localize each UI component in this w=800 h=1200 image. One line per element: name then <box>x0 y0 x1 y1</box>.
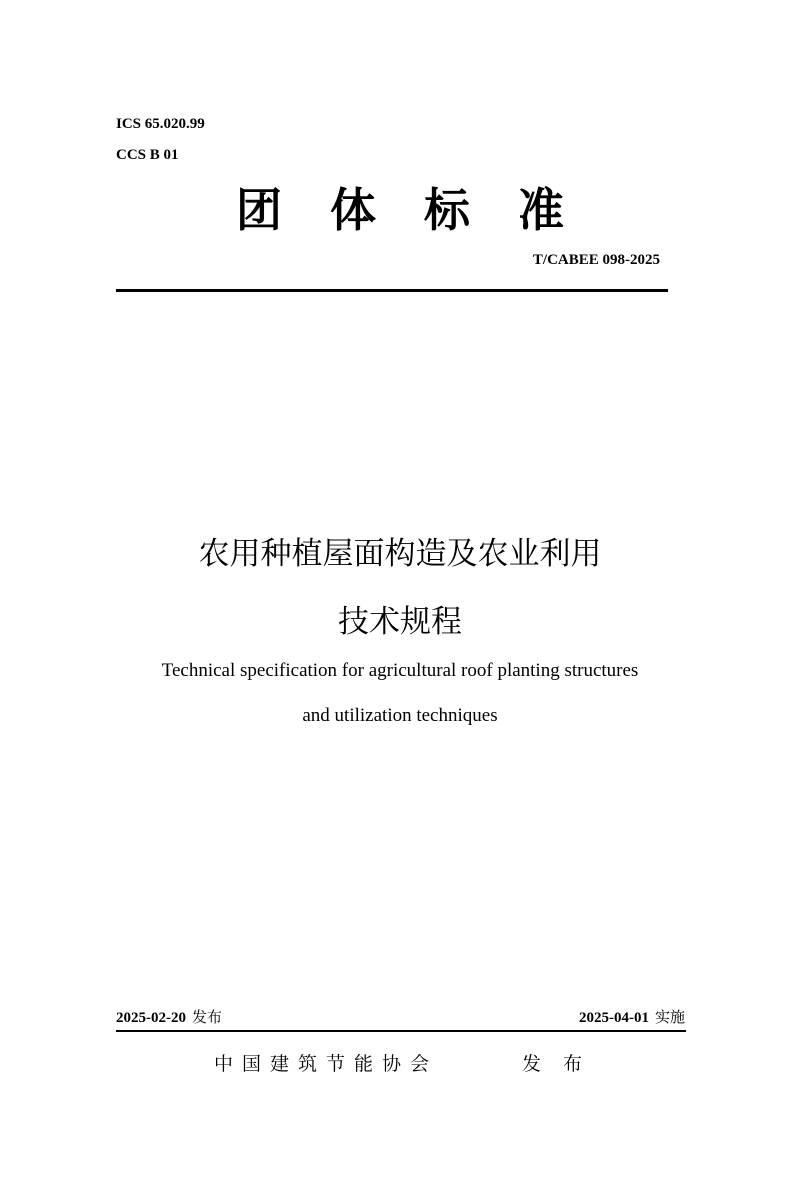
implementation-label: 实施 <box>654 1008 685 1026</box>
ccs-code: CCS B 01 <box>116 147 179 163</box>
english-title-line-2: and utilization techniques <box>302 705 498 726</box>
standard-number: T/CABEE 098-2025 <box>532 252 660 268</box>
ics-code: ICS 65.020.99 <box>116 116 205 132</box>
footer-divider <box>116 1030 686 1032</box>
implementation-date-block <box>579 1006 685 1027</box>
publisher-name: 中国建筑节能协会 <box>214 1053 439 1075</box>
implementation-date: 2025-04-01 <box>578 1010 649 1026</box>
standard-type-heading: 团体标准 <box>236 183 612 237</box>
chinese-title-line-1: 农用种植屋面构造及农业利用 <box>198 536 602 572</box>
chinese-title-line-2: 技术规程 <box>338 604 462 640</box>
english-title-line-1: Technical specification for agricultural roof planting structures <box>161 660 639 681</box>
issue-label: 发布 <box>192 1008 223 1026</box>
publish-word: 发布 <box>522 1053 605 1075</box>
issue-date: 2025-02-20 <box>116 1010 186 1026</box>
header-divider <box>116 289 668 292</box>
issue-date-block <box>116 1006 222 1027</box>
